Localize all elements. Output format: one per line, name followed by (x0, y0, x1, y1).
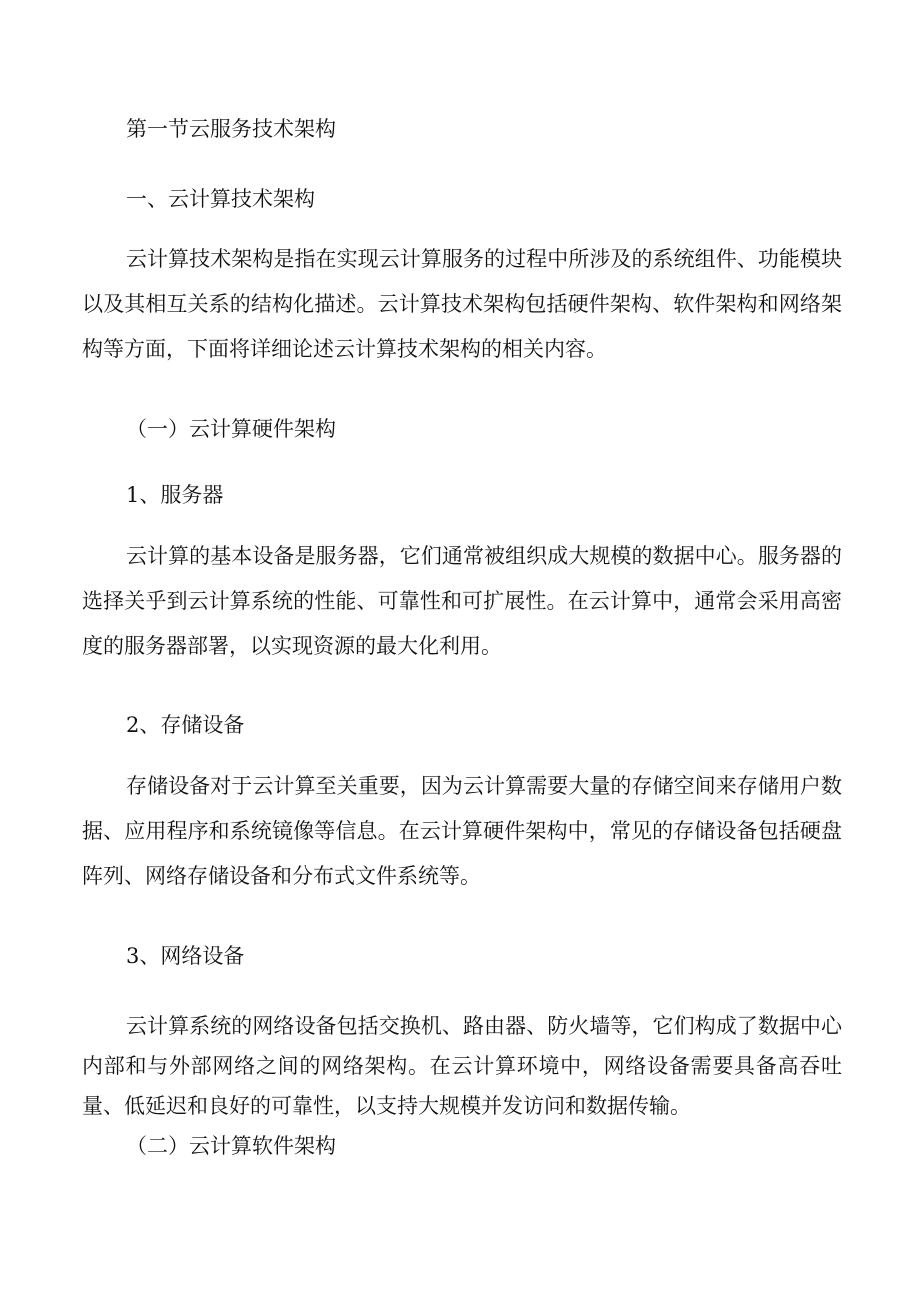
paragraph-network: 云计算系统的网络设备包括交换机、路由器、防火墙等，它们构成了数据中心内部和与外部网络之间的网络架构。在云计算环境中，网络设备需要具备高吞吐量、低延迟和良好的可靠性，以支持大规模并发访问和数据传输。 (82, 1014, 842, 1118)
item-network-title: 3、网络设备 (126, 944, 245, 968)
subheading-software-architecture: （二）云计算软件架构 (126, 1134, 336, 1158)
paragraph-storage: 存储设备对于云计算至关重要，因为云计算需要大量的存储空间来存储用户数据、应用程序和系统镜像等信息。在云计算硬件架构中，常见的存储设备包括硬盘阵列、网络存储设备和分布式文件系统等。 (82, 774, 842, 888)
paragraph-servers: 云计算的基本设备是服务器，它们通常被组织成大规模的数据中心。服务器的选择关乎到云计算系统的性能、可靠性和可扩展性。在云计算中，通常会采用高密度的服务器部署，以实现资源的最大化利用。 (82, 544, 842, 658)
subheading-hardware-architecture: （一）云计算硬件架构 (126, 417, 336, 441)
section-title: 第一节云服务技术架构 (126, 117, 336, 141)
paragraph-intro: 云计算技术架构是指在实现云计算服务的过程中所涉及的系统组件、功能模块以及其相互关系的结构化描述。云计算技术架构包括硬件架构、软件架构和网络架构等方面，下面将详细论述云计算技术架构的相关内容。 (82, 247, 842, 361)
item-servers-title: 1、服务器 (126, 483, 224, 507)
heading-cloud-architecture: 一、云计算技术架构 (126, 187, 315, 211)
item-storage-title: 2、存储设备 (126, 713, 245, 737)
